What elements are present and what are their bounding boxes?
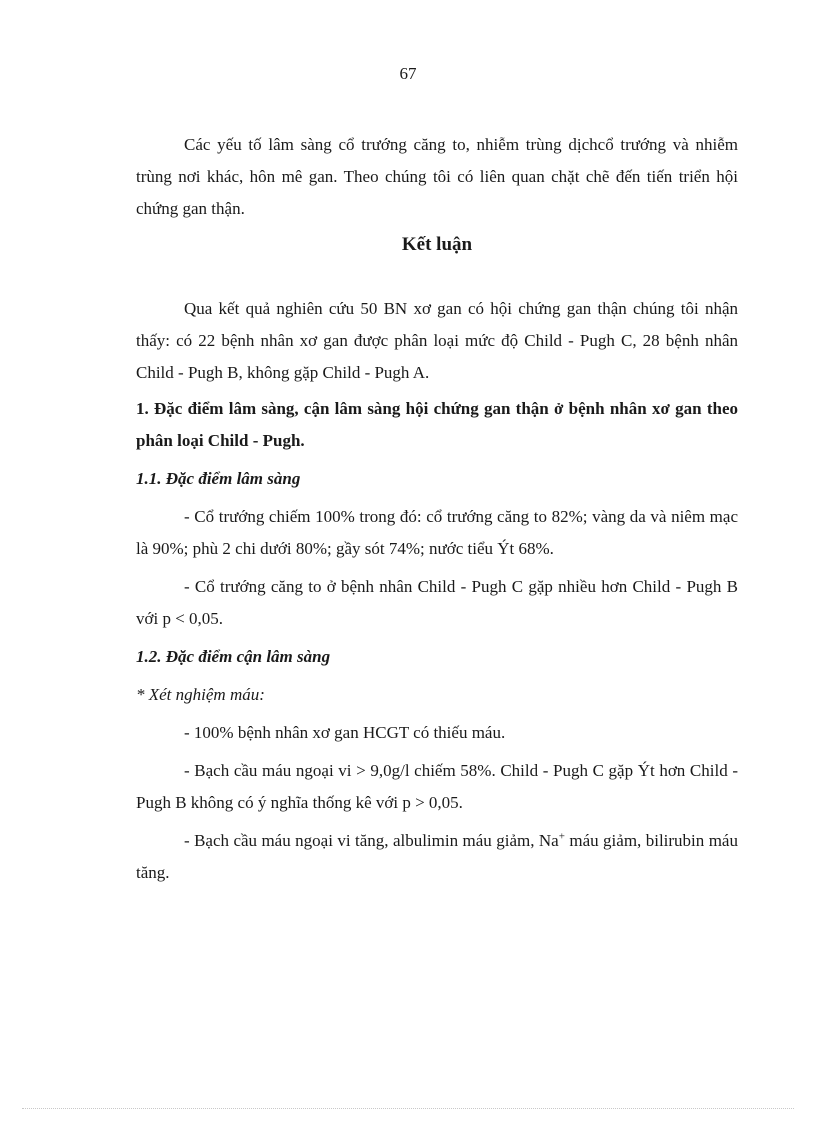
clinical-point: - Cổ trướng chiếm 100% trong đó: cổ trướng căng to 82%; vàng da và niêm mạc là 90%; phù 2 chi dưới 80%; gầy sót 74%; nước tiểu Ýt 68%. — [136, 507, 738, 558]
conclusion-heading: Kết luận — [401, 234, 473, 255]
sodium-superscript: + — [558, 830, 565, 843]
page-bottom-divider — [22, 1108, 794, 1109]
lab-point: - 100% bệnh nhân xơ gan HCGT có thiếu máu. — [184, 723, 506, 742]
intro-paragraph: Các yếu tố lâm sàng cổ trướng căng to, nhiễm trùng dịchcổ trướng và nhiễm trùng nơi khác, hôn mê gan. Theo chúng tôi có liên quan chặt chẽ đến tiến triển hội chứng gan thận. — [136, 135, 738, 218]
lab-point: - Bạch cầu máu ngoại vi > 9,0g/l chiếm 58%. Child - Pugh C gặp Ýt hơn Child - Pugh B không có ý nghĩa thống kê với p > 0,05. — [136, 761, 738, 812]
lab-point-text-end: máu giảm, bilirubin máu tăng. — [136, 831, 738, 882]
section-1-2-heading: 1.2. Đặc điểm cận lâm sàng — [136, 647, 331, 666]
page-content — [136, 129, 738, 889]
lab-point-last — [136, 825, 738, 889]
section-1-1-heading: 1.1. Đặc điểm lâm sàng — [136, 469, 301, 488]
spacer — [136, 261, 738, 293]
clinical-point: - Cổ trướng căng to ở bệnh nhân Child - Pugh C gặp nhiều hơn Child - Pugh B với p < 0,05. — [136, 577, 738, 628]
page-number: 67 — [399, 64, 417, 83]
section-1-heading: 1. Đặc điểm lâm sàng, cận lâm sàng hội chứng gan thận ở bệnh nhân xơ gan theo phân loại Child - Pugh. — [136, 399, 738, 450]
summary-paragraph: Qua kết quả nghiên cứu 50 BN xơ gan có hội chứng gan thận chúng tôi nhận thấy: có 22 bệnh nhân xơ gan được phân loại mức độ Child - Pugh C, 28 bệnh nhân Child - Pugh B, không gặp Child - Pugh A. — [136, 299, 738, 382]
blood-test-label: * Xét nghiệm máu: — [136, 685, 265, 704]
lab-point-text-start: - Bạch cầu máu ngoại vi tăng, albulimin máu giảm, Na — [184, 831, 559, 850]
